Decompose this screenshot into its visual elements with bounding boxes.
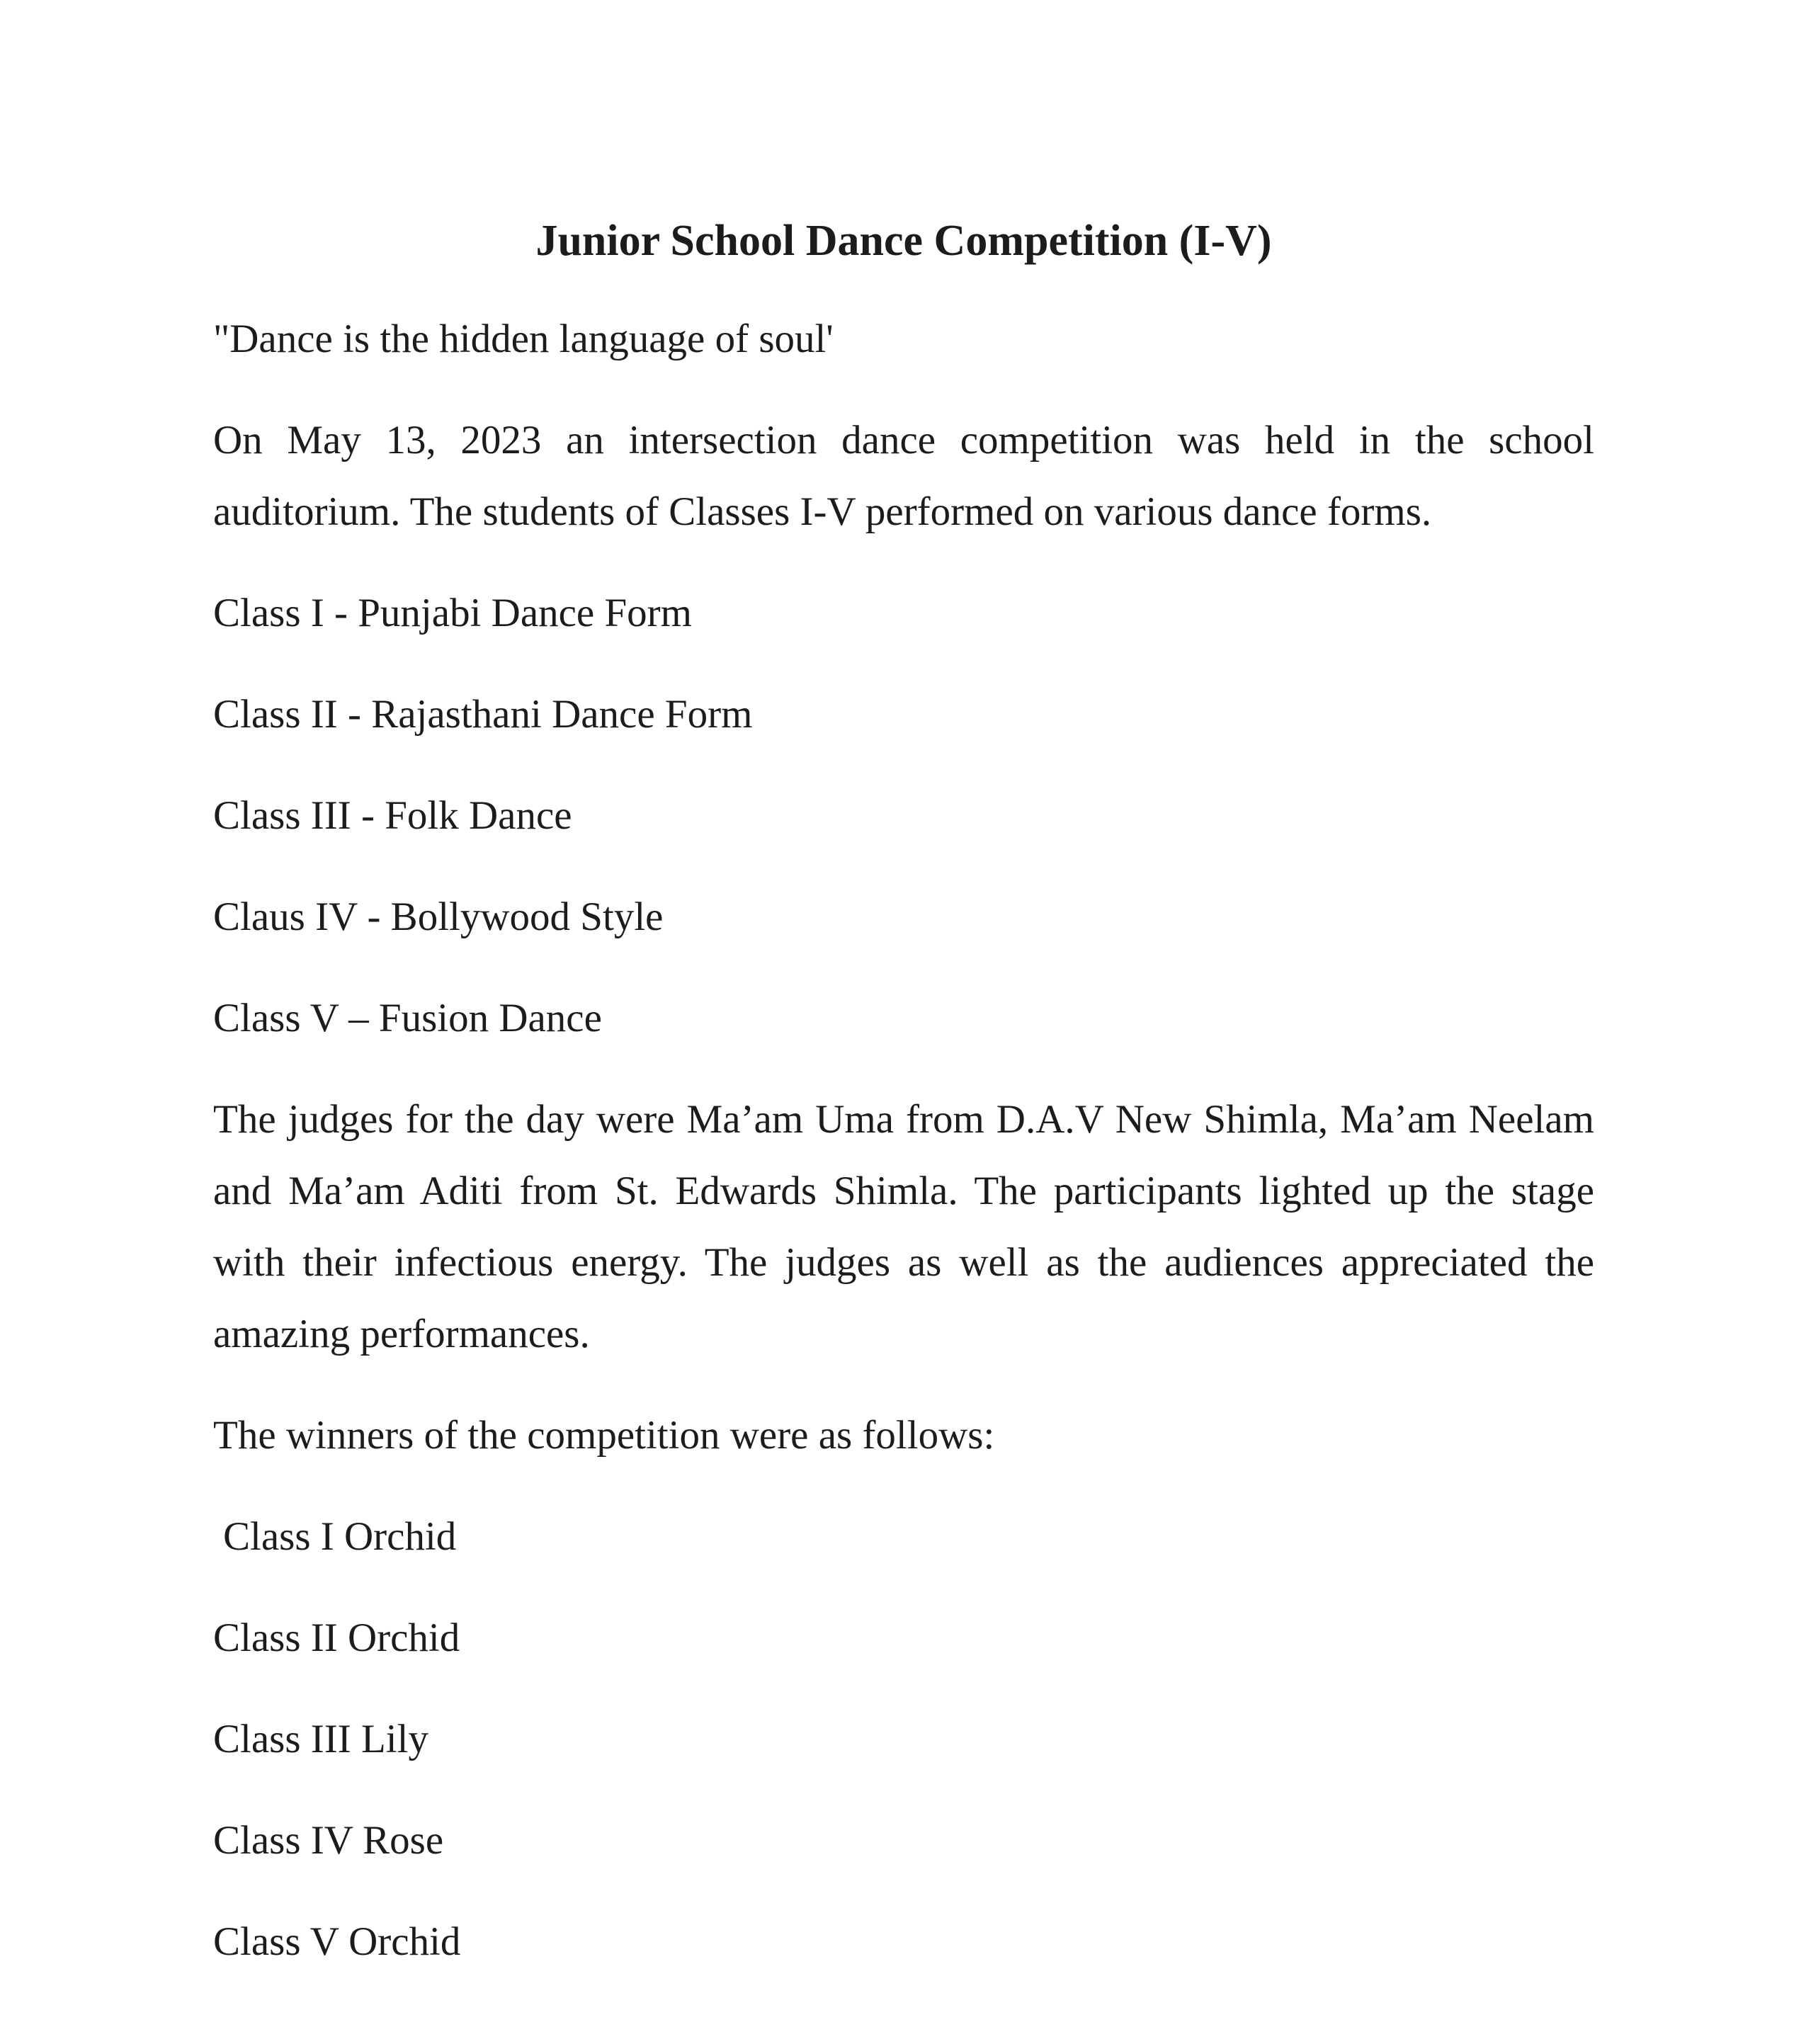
judges-paragraph: The judges for the day were Ma’am Uma from D.A.V New Shimla, Ma’am Neelam and Ma’am Aditi from St. Edwards Shimla. The participants lighted up the stage with their infectious energy. The judges as well as the audiences appreciated the amazing performances. bbox=[213, 1097, 1594, 1356]
intro-paragraph: On May 13, 2023 an intersection dance competition was held in the school auditorium. The students of Classes I-V performed on various dance forms. bbox=[213, 418, 1594, 534]
dance-form-item: Class III - Folk Dance bbox=[213, 793, 572, 838]
document-body bbox=[213, 209, 1594, 2007]
winners-heading: The winners of the competition were as follows: bbox=[213, 1413, 995, 1458]
dance-form-item: Class II - Rajasthani Dance Form bbox=[213, 692, 753, 737]
winner-item: Class IV Rose bbox=[213, 1818, 444, 1863]
dance-form-item: Class V – Fusion Dance bbox=[213, 996, 602, 1040]
document-title: Junior School Dance Competition (I-V) bbox=[535, 217, 1272, 265]
winner-item: Class II Orchid bbox=[213, 1616, 460, 1660]
winner-item: Class V Orchid bbox=[213, 1919, 461, 1964]
dance-form-item: Claus IV - Bollywood Style bbox=[213, 895, 664, 939]
quote-line: "Dance is the hidden language of soul' bbox=[213, 317, 834, 361]
dance-form-item: Class I - Punjabi Dance Form bbox=[213, 591, 692, 635]
winner-item: Class I Orchid bbox=[223, 1514, 457, 1559]
winner-item: Class III Lily bbox=[213, 1717, 428, 1761]
